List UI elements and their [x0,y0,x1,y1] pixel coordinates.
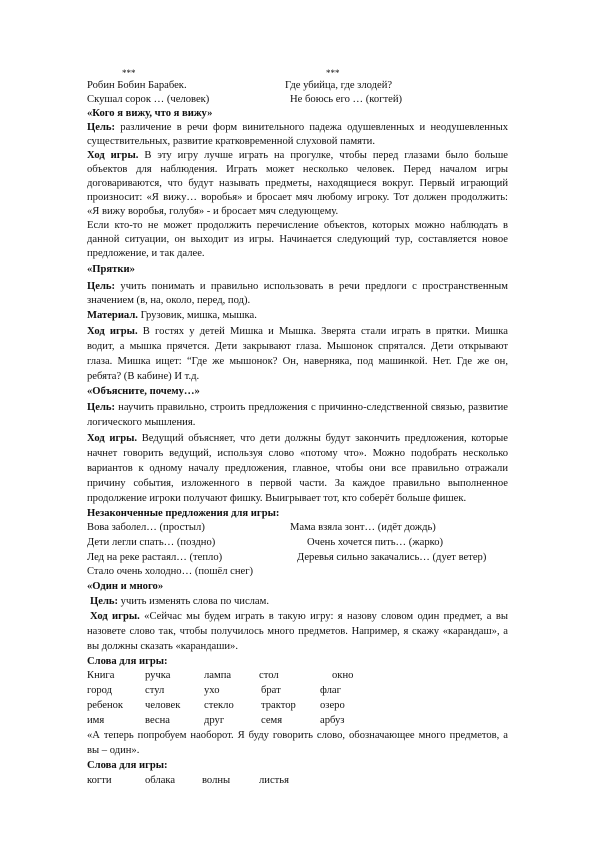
poem-left-line-2: Скушал сорок … (человек) [87,94,210,105]
game2-goal-line-2: значением (в, на, около, перед, под). [87,295,251,306]
game3-course-label: Ход игры. [87,433,138,444]
game2-course-text: В гостях у детей Мишка и Мышка. Зверята стали играть в прятки. Мишка [142,326,508,337]
game3-goal-text: научить правильно, строить предложения с причинно-следственной связью, развитие [118,402,508,413]
game4-course-label: Ход игры. [90,611,140,622]
word-cell: облака [145,775,176,786]
sentence-left-1: Вова заболел… (простыл) [87,522,205,533]
word-cell: весна [145,715,170,726]
game4-course-line-2: назовете слово так, чтобы получилось много предметов. Например, я скажу «карандаш», а [87,626,508,637]
game1-course-line-3: договариваются, что будут называть предметы, находящиеся вокруг. Первый играющий [87,178,508,189]
game2-material-label: Материал. [87,310,138,321]
game2-goal-label: Цель: [87,281,116,292]
game1-course-line-4: произносит: «Я вижу… воробья» и бросает мяч любому игроку. Тот должен продолжить: [87,192,508,203]
game1-goal-text: различение в речи форм винительного падежа одушевленных и неодушевленных [120,122,509,133]
word-cell: трактор [261,700,296,711]
game1-course-label: Ход игры. [87,150,139,161]
game2-goal-line-1 [87,280,508,294]
game3-goal-line-1 [87,401,508,415]
game2-title: «Прятки» [87,264,135,275]
word-cell: арбуз [320,715,345,726]
game1-course-line-8: предложение, и так далее. [87,248,205,259]
game4-words-title: Слова для игры: [87,656,168,667]
word-cell: человек [145,700,181,711]
game2-course-line-3: глаза. Мишка ищет: “Где же мышонок? Он, наверняка, под машинкой. Нет. Где же он, [87,356,508,367]
word-cell: город [87,685,113,696]
stars-left: *** [122,68,136,78]
game4-words2-title: Слова для игры: [87,760,168,771]
game4-course-line-3: вы должны сказать «карандаши». [87,641,238,652]
game4-course-line-1 [90,610,508,624]
game1-course-line-7: данной ситуации, он выходит из игры. Начинается следующий тур, составляется новое [87,234,508,245]
game3-course-line-3: вариантов к одному началу предложения, главное, чтобы они все правильно отражали [87,463,508,474]
game2-course-label: Ход игры. [87,326,138,337]
poem-right-line-2: Не боюсь его … (когтей) [290,94,403,105]
word-cell: друг [204,715,225,726]
word-cell: Книга [87,670,115,681]
sentence-left-3: Лед на реке растаял… (тепло) [87,552,223,563]
sentence-right-1: Мама взяла зонт… (идёт дождь) [290,522,436,533]
word-cell: стекло [204,700,234,711]
game3-sentences-title: Незаконченные предложения для игры: [87,508,280,519]
game1-course-text: В эту игру лучше играть на прогулке, чтобы перед глазами было больше [144,150,508,161]
word-cell: когти [87,775,112,786]
game3-title: «Объясните, почему…» [87,386,200,397]
word-cell: брат [261,685,281,696]
word-cell: стол [259,670,279,681]
poem-left-line-1: Робин Бобин Барабек. [87,80,187,91]
game2-goal-text: учить понимать и правильно использовать в речи предлоги с пространственным [120,281,508,292]
word-cell: окно [332,670,354,681]
game4-title: «Один и много» [87,581,164,592]
word-cell: семя [261,715,283,726]
game2-course-line-1 [87,325,508,339]
word-cell: лампа [204,670,232,681]
word-cell: имя [87,715,105,726]
game2-material-text: Грузовик, мишка, мышка. [140,310,257,321]
word-cell: ребенок [87,700,124,711]
game3-goal-label: Цель: [87,402,116,413]
game4-goal [90,595,269,609]
game1-goal-label: Цель: [87,122,116,133]
game3-course-text: Ведущий объясняет, что дети должны будут закончить предложения, которые [141,433,508,444]
game1-course-line-2: объектов для наблюдения. Играть может несколько человек. Перед началом игры [87,164,508,175]
game1-course-line-6: Если кто-то не может продолжить перечисление объектов, которых можно наблюдать в [87,220,508,231]
word-cell: ручка [145,670,171,681]
game3-course-line-2: начнет говорить ведущий, используя слово «потому что». Можно подобрать несколько [87,448,508,459]
poem-right-line-1: Где убийца, где злодей? [285,80,393,91]
stars-right: *** [326,68,340,78]
game1-course-line-5: «Я вижу воробья, голубя» - и бросает мяч следующему. [87,206,339,217]
game1-goal-line-2: существительных, развитие кратковременной слуховой памяти. [87,136,376,147]
sentence-right-3: Деревья сильно закачались… (дует ветер) [297,552,487,563]
game4-reverse-line-1: «А теперь попробуем наоборот. Я буду говорить слово, обозначающее много предметов, а [87,730,508,741]
word-cell: ухо [204,685,220,696]
game1-title: «Кого я вижу, что я вижу» [87,108,213,119]
game2-material [87,309,257,323]
game4-goal-label: Цель: [90,596,119,607]
game3-course-line-1 [87,432,508,446]
word-cell: стул [145,685,165,696]
game2-course-line-4: ребята? (В кабине) И т.д. [87,371,200,382]
word-cell: флаг [320,685,341,696]
game1-course-line-1 [87,149,508,163]
word-cell: листья [259,775,289,786]
sentence-left-4: Стало очень холодно… (пошёл снег) [87,566,254,577]
word-cell: озеро [320,700,345,711]
game3-course-line-5: продолжение игроки получают фишку. Выигрывает тот, кто соберёт больше фишек. [87,493,467,504]
sentence-left-2: Дети легли спать… (поздно) [87,537,216,548]
game1-goal-line-1 [87,121,508,135]
game3-course-line-4: причину события, изложенного в первой части. За каждое правильно выполненное [87,478,508,489]
word-cell: волны [202,775,231,786]
game4-course-text: «Сейчас мы будем играть в такую игру: я назову словом один предмет, а вы [144,611,508,622]
game2-course-line-2: водит, а мышка прячется. Дети закрывают глаза. Мышонок спрятался. Дети открывают [87,341,508,352]
game4-goal-text: учить изменять слова по числам. [120,596,269,607]
game3-goal-line-2: логического мышления. [87,417,196,428]
game4-reverse-line-2: вы – один». [87,745,140,756]
sentence-right-2: Очень хочется пить… (жарко) [307,537,444,548]
